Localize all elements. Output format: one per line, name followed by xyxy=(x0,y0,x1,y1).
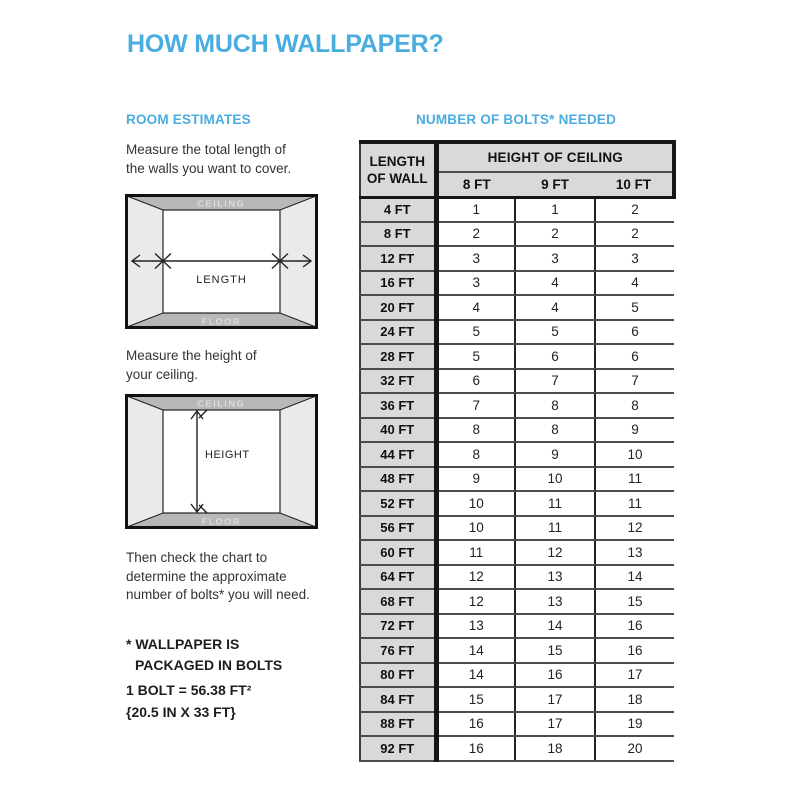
bolt-count-cell: 4 xyxy=(595,271,674,296)
bolt-count-cell: 4 xyxy=(515,271,595,296)
bolt-count-cell: 13 xyxy=(595,540,674,565)
bolt-count-cell: 17 xyxy=(515,712,595,737)
room-estimates-heading: ROOM ESTIMATES xyxy=(126,112,251,127)
step1-line2: the walls you want to cover. xyxy=(126,160,292,176)
bolt-count-cell: 5 xyxy=(515,320,595,345)
bolt-count-cell: 8 xyxy=(436,418,515,443)
wall-length-cell: 60 FT xyxy=(360,540,436,565)
table-row xyxy=(360,614,674,639)
bolt-count-cell: 17 xyxy=(515,687,595,712)
bolt-table-body xyxy=(360,197,674,761)
table-row xyxy=(360,222,674,247)
table-row xyxy=(360,565,674,590)
page-title: HOW MUCH WALLPAPER? xyxy=(127,30,444,58)
bolt-count-cell: 11 xyxy=(595,467,674,492)
bolt-count-cell: 16 xyxy=(436,736,515,761)
bolt-count-cell: 19 xyxy=(595,712,674,737)
step1-line1: Measure the total length of xyxy=(126,142,286,157)
bolt-count-cell: 3 xyxy=(515,246,595,271)
bolt-count-cell: 11 xyxy=(515,491,595,516)
bolt-count-cell: 2 xyxy=(436,222,515,247)
bolt-count-cell: 14 xyxy=(436,663,515,688)
bolt-size-line1: 1 BOLT = 56.38 FT² xyxy=(126,682,252,698)
bolt-count-cell: 9 xyxy=(436,467,515,492)
length-label: LENGTH xyxy=(196,274,247,286)
bolt-count-cell: 10 xyxy=(515,467,595,492)
bolt-count-cell: 4 xyxy=(515,295,595,320)
bolt-count-cell: 12 xyxy=(436,589,515,614)
table-row xyxy=(360,687,674,712)
table-row xyxy=(360,491,674,516)
wall-length-cell: 84 FT xyxy=(360,687,436,712)
bolt-count-cell: 14 xyxy=(515,614,595,639)
wall-length-cell: 24 FT xyxy=(360,320,436,345)
bolt-count-cell: 12 xyxy=(515,540,595,565)
bolt-count-cell: 6 xyxy=(515,344,595,369)
bolts-table xyxy=(359,140,676,762)
step2-line1: Measure the height of xyxy=(126,348,257,363)
wall-length-cell: 76 FT xyxy=(360,638,436,663)
col-header-8ft: 8 FT xyxy=(436,172,515,197)
step3-line2: determine the approximate xyxy=(126,568,287,584)
bolt-count-cell: 14 xyxy=(595,565,674,590)
wall-length-cell: 20 FT xyxy=(360,295,436,320)
bolt-count-cell: 13 xyxy=(515,565,595,590)
table-row xyxy=(360,540,674,565)
bolt-count-cell: 16 xyxy=(595,614,674,639)
bolt-count-cell: 15 xyxy=(436,687,515,712)
ceiling-label: CEILING xyxy=(197,398,246,409)
bolt-count-cell: 1 xyxy=(515,197,595,222)
bolt-count-cell: 6 xyxy=(436,369,515,394)
bolt-count-cell: 10 xyxy=(595,442,674,467)
wall-length-cell: 4 FT xyxy=(360,197,436,222)
bolt-count-cell: 20 xyxy=(595,736,674,761)
bolt-count-cell: 2 xyxy=(595,222,674,247)
wall-length-cell: 52 FT xyxy=(360,491,436,516)
bolt-count-cell: 8 xyxy=(515,418,595,443)
bolt-count-cell: 11 xyxy=(595,491,674,516)
table-row xyxy=(360,712,674,737)
ceiling-height-diagram xyxy=(125,394,318,529)
step3-line1: Then check the chart to xyxy=(126,550,268,565)
table-row xyxy=(360,393,674,418)
bolt-count-cell: 7 xyxy=(595,369,674,394)
bolt-count-cell: 10 xyxy=(436,516,515,541)
wall-length-cell: 80 FT xyxy=(360,663,436,688)
floor-label: FLOOR xyxy=(201,516,242,527)
table-row xyxy=(360,418,674,443)
bolts-needed-heading: NUMBER OF BOLTS* NEEDED xyxy=(415,112,617,127)
bolt-count-cell: 8 xyxy=(595,393,674,418)
bolt-count-cell: 11 xyxy=(436,540,515,565)
wall-length-cell: 56 FT xyxy=(360,516,436,541)
bolt-count-cell: 6 xyxy=(595,344,674,369)
bolts-footnote xyxy=(126,634,282,676)
table-row xyxy=(360,589,674,614)
wall-length-cell: 12 FT xyxy=(360,246,436,271)
table-row xyxy=(360,344,674,369)
wall-length-cell: 48 FT xyxy=(360,467,436,492)
footnote-line2: PACKAGED IN BOLTS xyxy=(135,657,283,673)
bolt-count-cell: 18 xyxy=(595,687,674,712)
bolt-count-cell: 13 xyxy=(436,614,515,639)
bolt-count-cell: 7 xyxy=(436,393,515,418)
bolt-size-line2: {20.5 IN X 33 FT} xyxy=(126,704,236,720)
ceiling-label: CEILING xyxy=(197,198,246,209)
wall-length-cell: 8 FT xyxy=(360,222,436,247)
step2-line2: your ceiling. xyxy=(126,366,199,382)
bolt-count-cell: 17 xyxy=(595,663,674,688)
length-of-wall-header xyxy=(360,142,436,197)
footnote-line1: * WALLPAPER IS xyxy=(126,636,240,652)
bolt-count-cell: 12 xyxy=(595,516,674,541)
bolt-count-cell: 8 xyxy=(515,393,595,418)
bolts-table-header xyxy=(360,142,674,197)
bolt-count-cell: 3 xyxy=(436,246,515,271)
step2-instructions xyxy=(126,347,257,384)
wall-length-cell: 44 FT xyxy=(360,442,436,467)
table-row xyxy=(360,638,674,663)
bolt-count-cell: 9 xyxy=(515,442,595,467)
wall-length-cell: 36 FT xyxy=(360,393,436,418)
bolt-size-info xyxy=(126,679,251,723)
table-row xyxy=(360,516,674,541)
bolt-count-cell: 2 xyxy=(515,222,595,247)
bolt-count-cell: 12 xyxy=(436,565,515,590)
bolt-count-cell: 11 xyxy=(515,516,595,541)
bolt-count-cell: 6 xyxy=(595,320,674,345)
bolt-count-cell: 18 xyxy=(515,736,595,761)
bolt-count-cell: 16 xyxy=(515,663,595,688)
wall-length-cell: 16 FT xyxy=(360,271,436,296)
table-row xyxy=(360,736,674,761)
table-row xyxy=(360,295,674,320)
table-row xyxy=(360,197,674,222)
wall-length-cell: 92 FT xyxy=(360,736,436,761)
table-row xyxy=(360,320,674,345)
wall-length-cell: 72 FT xyxy=(360,614,436,639)
bolt-count-cell: 1 xyxy=(436,197,515,222)
table-row xyxy=(360,663,674,688)
wall-length-cell: 64 FT xyxy=(360,565,436,590)
back-wall-shape xyxy=(163,410,280,513)
bolt-count-cell: 5 xyxy=(595,295,674,320)
table-row xyxy=(360,246,674,271)
table-row xyxy=(360,271,674,296)
bolt-count-cell: 3 xyxy=(436,271,515,296)
table-row xyxy=(360,467,674,492)
length-of-wall-line1: LENGTH xyxy=(369,153,425,169)
bolt-count-cell: 5 xyxy=(436,344,515,369)
bolt-count-cell: 15 xyxy=(515,638,595,663)
table-row xyxy=(360,369,674,394)
wall-length-cell: 28 FT xyxy=(360,344,436,369)
bolt-count-cell: 3 xyxy=(595,246,674,271)
bolt-count-cell: 9 xyxy=(595,418,674,443)
bolt-count-cell: 16 xyxy=(436,712,515,737)
bolt-count-cell: 14 xyxy=(436,638,515,663)
bolt-count-cell: 13 xyxy=(515,589,595,614)
wall-length-cell: 68 FT xyxy=(360,589,436,614)
bolt-count-cell: 8 xyxy=(436,442,515,467)
bolt-count-cell: 7 xyxy=(515,369,595,394)
col-header-9ft: 9 FT xyxy=(515,172,595,197)
height-label: HEIGHT xyxy=(205,449,250,461)
length-of-wall-line2: OF WALL xyxy=(366,170,428,186)
table-row xyxy=(360,442,674,467)
step3-instructions xyxy=(126,549,310,605)
step1-instructions xyxy=(126,141,291,178)
floor-label: FLOOR xyxy=(201,316,242,327)
height-of-ceiling-header: HEIGHT OF CEILING xyxy=(436,142,674,172)
wall-length-cell: 40 FT xyxy=(360,418,436,443)
wall-length-cell: 32 FT xyxy=(360,369,436,394)
bolt-count-cell: 4 xyxy=(436,295,515,320)
step3-line3: number of bolts* you will need. xyxy=(126,587,310,602)
bolt-count-cell: 16 xyxy=(595,638,674,663)
room-length-diagram xyxy=(125,194,318,329)
bolt-count-cell: 10 xyxy=(436,491,515,516)
wall-length-cell: 88 FT xyxy=(360,712,436,737)
bolt-count-cell: 5 xyxy=(436,320,515,345)
col-header-10ft: 10 FT xyxy=(595,172,674,197)
bolt-count-cell: 2 xyxy=(595,197,674,222)
bolt-count-cell: 15 xyxy=(595,589,674,614)
